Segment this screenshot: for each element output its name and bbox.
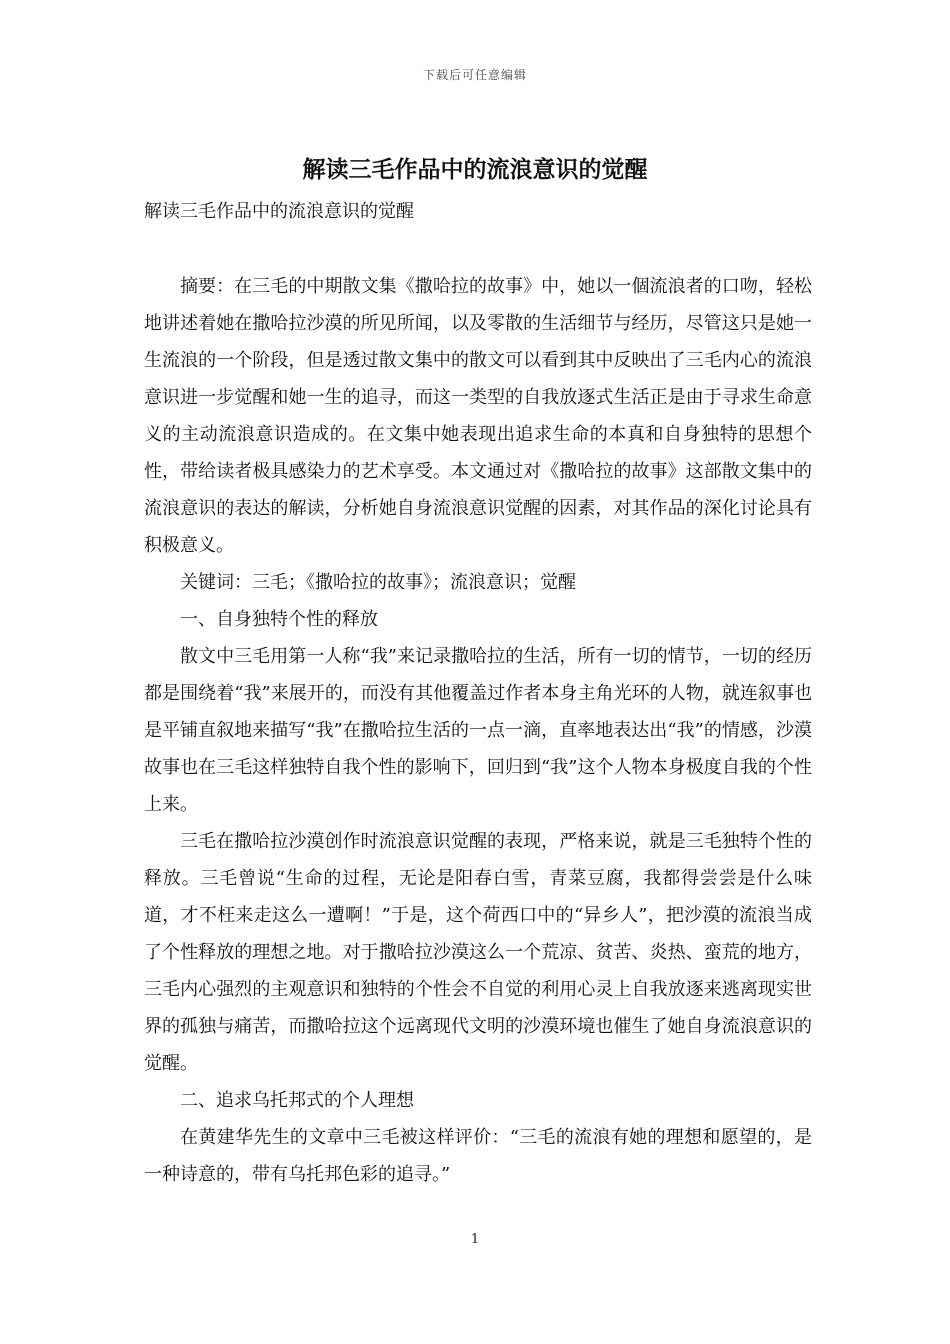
body-paragraph: 在黄建华先生的文章中三毛被这样评价：“三毛的流浪有她的理想和愿望的，是一种诗意的，带有乌托邦色彩的追寻。” <box>144 1127 812 1185</box>
document-body <box>144 268 812 1193</box>
header-note: 下载后可任意编辑 <box>422 68 527 82</box>
body-paragraph: 三毛在撒哈拉沙漠创作时流浪意识觉醒的表现，严格来说，就是三毛独特个性的释放。三毛曾说“生命的过程，无论是阳春白雪，青菜豆腐，我都得尝尝是什么味道，才不枉来走这么一遭啊！”于是，这个荷西口中的“异乡人”，把沙漠的流浪当成了个性释放的理想之地。对于撒哈拉沙漠这么一个荒凉、贫苦、炎热、蛮荒的地方，三毛内心强烈的主观意识和独特的个性会不自觉的利用心灵上自我放逐来逃离现实世界的孤独与痛苦，而撒哈拉这个远离现代文明的沙漠环境也催生了她自身流浪意识的觉醒。 <box>144 831 812 1074</box>
body-paragraph: 散文中三毛用第一人称“我”来记录撒哈拉的生活，所有一切的情节，一切的经历都是围绕着“我”来展开的，而没有其他覆盖过作者本身主角光环的人物，就连叙事也是平铺直叙地来描写“我”在撒哈拉生活的一点一滴，直率地表达出“我”的情感，沙漠故事也在三毛这样独特自我个性的影响下，回归到“我”这个人物本身极度自我的个性上来。 <box>144 646 812 815</box>
keywords-paragraph: 关键词：三毛；《撒哈拉的故事》；流浪意识；觉醒 <box>180 572 576 593</box>
abstract-paragraph: 摘要：在三毛的中期散文集《撒哈拉的故事》中，她以一個流浪者的口吻，轻松地讲述着她在撒哈拉沙漠的所见所闻，以及零散的生活细节与经历，尽管这只是她一生流浪的一个阶段，但是透过散文集中的散文可以看到其中反映出了三毛内心的流浪意识进一步觉醒和她一生的追寻，而这一类型的自我放逐式生活正是由于寻求生命意义的主动流浪意识造成的。在文集中她表现出追求生命的本真和自身独特的思想个性，带给读者极具感染力的艺术享受。本文通过对《撒哈拉的故事》这部散文集中的流浪意识的表达的解读，分析她自身流浪意识觉醒的因素，对其作品的深化讨论具有积极意义。 <box>144 276 812 556</box>
section-heading-1: 一、自身独特个性的释放 <box>180 609 378 630</box>
section-heading-2: 二、追求乌托邦式的个人理想 <box>180 1090 414 1111</box>
document-subtitle: 解读三毛作品中的流浪意识的觉醒 <box>144 201 414 222</box>
document-title: 解读三毛作品中的流浪意识的觉醒 <box>302 156 648 183</box>
page-number: 1 <box>470 1232 480 1247</box>
